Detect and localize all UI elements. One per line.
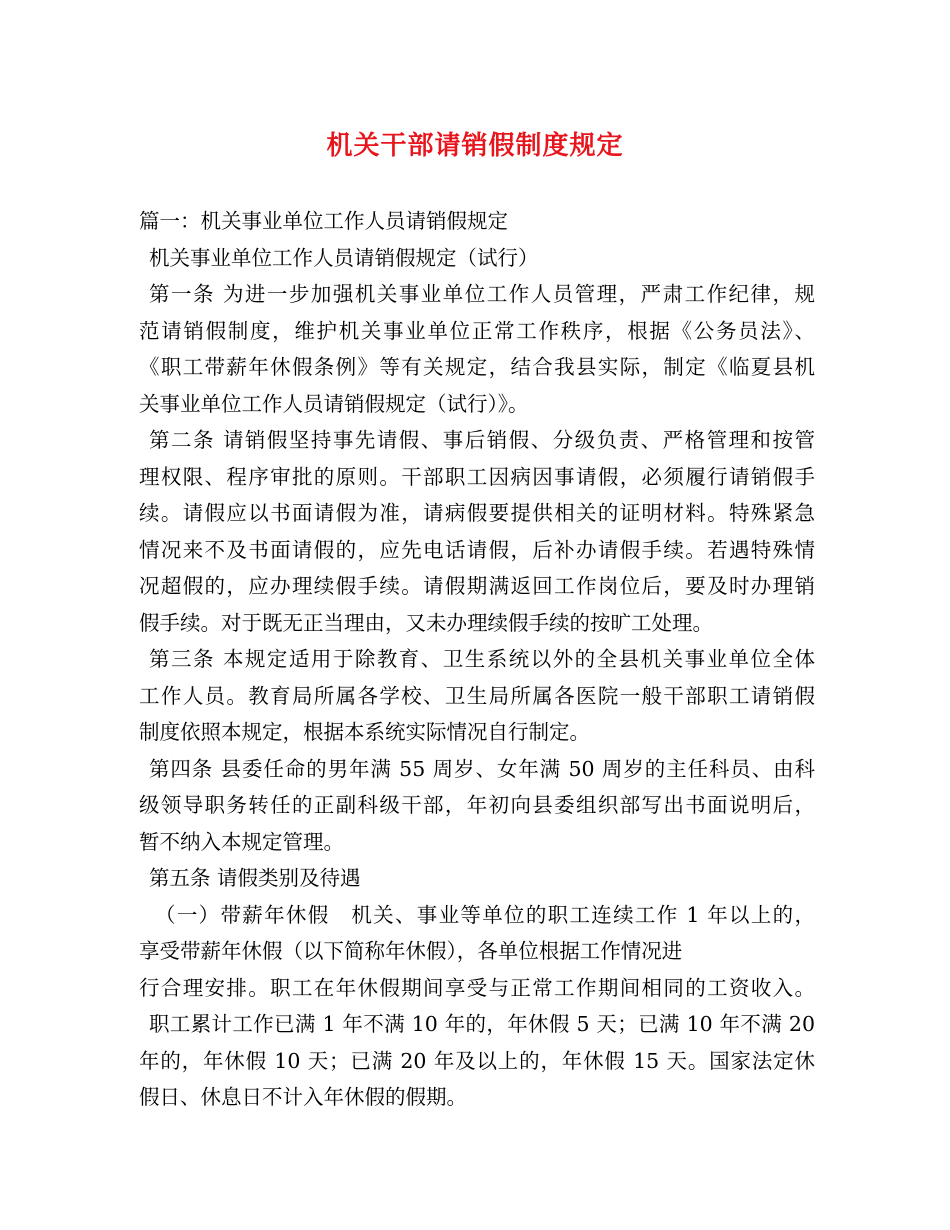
text-line: 享受带薪年休假（以下简称年休假），各单位根据工作情况进	[139, 939, 683, 963]
text-line: 行合理安排。职工在年休假期间享受与正常工作期间相同的工资收入。	[139, 975, 815, 1000]
text-line: 情况来不及书面请假的，应先电话请假，后补办请假手续。若遇特殊情	[139, 537, 815, 562]
document-title: 机关干部请销假制度规定	[326, 131, 624, 161]
document-body	[139, 203, 815, 1116]
text-line: 理权限、程序审批的原则。干部职工因病因事请假，必须履行请销假手	[139, 464, 815, 489]
text-line: 关事业单位工作人员请销假规定（试行）》。	[139, 391, 529, 416]
text-line: 第一条 为进一步加强机关事业单位工作人员管理，严肃工作纪律，规	[149, 282, 815, 306]
text-line: 工作人员。教育局所属各学校、卫生局所属各医院一般干部职工请销假	[139, 683, 815, 708]
text-line: 年的，年休假 10 天；已满 20 年及以上的，年休假 15 天。国家法定休	[139, 1048, 815, 1073]
text-line: 职工累计工作已满 1 年不满 10 年的，年休假 5 天；已满 10 年不满 20	[149, 1012, 815, 1036]
text-line: 假日、休息日不计入年休假的假期。	[139, 1085, 467, 1109]
text-line: 级领导职务转任的正副科级干部，年初向县委组织部写出书面说明后，	[139, 793, 815, 817]
section-heading: 篇一：机关事业单位工作人员请销假规定	[139, 209, 508, 233]
text-line: 续。请假应以书面请假为准，请病假要提供相关的证明材料。特殊紧急	[139, 501, 815, 525]
text-line: 暂不纳入本规定管理。	[139, 829, 344, 854]
regulation-subtitle: 机关事业单位工作人员请销假规定（试行）	[149, 245, 539, 270]
text-line: 第五条 请假类别及待遇	[149, 866, 361, 890]
text-line: 假手续。对于既无正当理由，又未办理续假手续的按旷工处理。	[139, 610, 713, 635]
text-line: 况超假的，应办理续假手续。请假期满返回工作岗位后，要及时办理销	[139, 574, 815, 598]
text-line: 第四条 县委任命的男年满 55 周岁、女年满 50 周岁的主任科员、由科	[149, 756, 815, 781]
text-line: （一）带薪年休假 机关、事业等单位的职工连续工作 1 年以上的，	[155, 902, 815, 927]
text-line: 制度依照本规定，根据本系统实际情况自行制定。	[139, 720, 590, 744]
text-line: 第二条 请销假坚持事先请假、事后销假、分级负责、严格管理和按管	[149, 428, 815, 452]
text-line: 第三条 本规定适用于除教育、卫生系统以外的全县机关事业单位全体	[149, 647, 815, 671]
text-line: 《职工带薪年休假条例》等有关规定，结合我县实际，制定《临夏县机	[139, 355, 815, 379]
text-line: 范请销假制度，维护机关事业单位正常工作秩序，根据《公务员法》、	[139, 318, 815, 343]
